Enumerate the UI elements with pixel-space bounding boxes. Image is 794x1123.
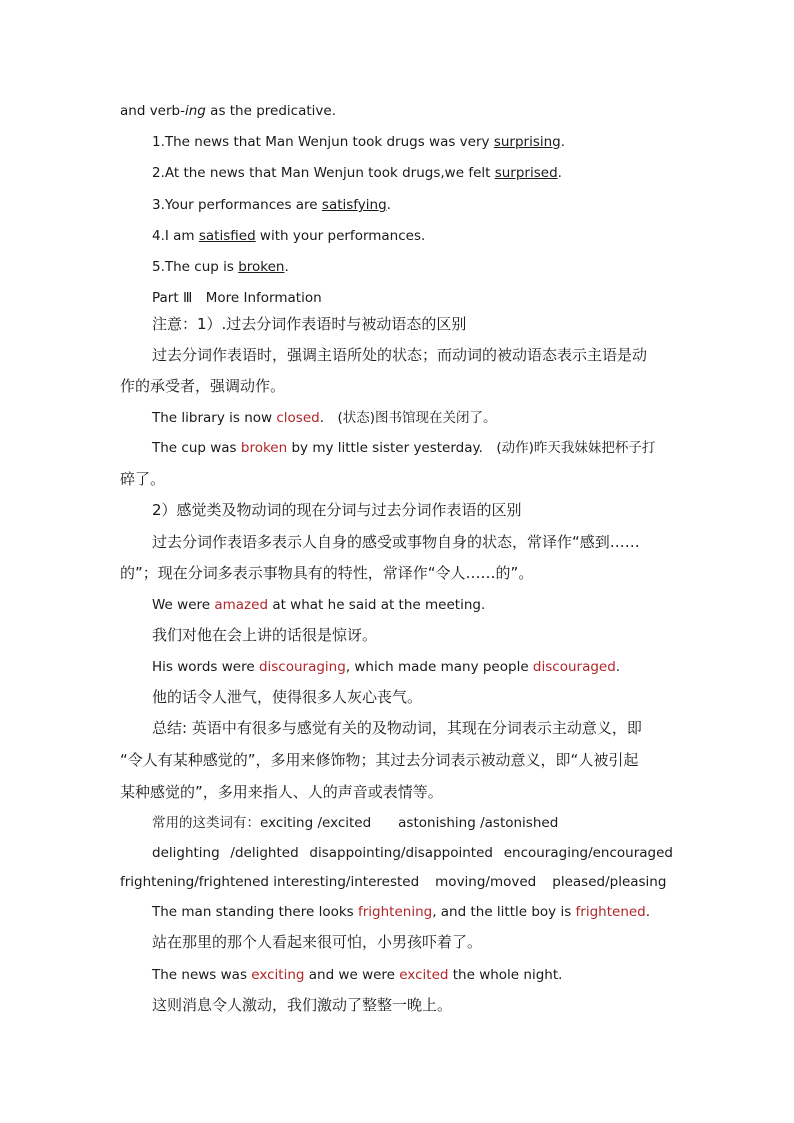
- discouraging-translation: 他的话令人泄气，使得很多人灰心丧气。: [152, 688, 423, 706]
- summary-2: “令人有某种感觉的”，多用来修饰物；其过去分词表示被动意义，即“人被引起: [120, 751, 639, 769]
- paragraph-2a: 过去分词作表语多表示人自身的感受或事物自身的状态，常译作“感到……: [152, 533, 640, 551]
- summary-3: 某种感觉的”，多用来指人、人的声音或表情等。: [120, 783, 443, 801]
- amazed-example: We were amazed at what he said at the meeting.: [152, 597, 486, 613]
- example-5: 5.The cup is broken.: [152, 259, 289, 275]
- common-words: 常用的这类词有：exciting /excited astonishing /astonished: [152, 815, 559, 831]
- paragraph-1a: 过去分词作表语时，强调主语所处的状态；而动词的被动语态表示主语是动: [152, 346, 648, 364]
- word-list-2: frightening/frightened interesting/interested moving/moved pleased/pleasing: [120, 874, 667, 890]
- summary-1: 总结: 英语中有很多与感觉有关的及物动词，其现在分词表示主动意义，即: [152, 719, 642, 737]
- example-3: 3.Your performances are satisfying.: [152, 197, 391, 213]
- cup-example-cont: 碎了。: [120, 470, 166, 488]
- cup-example: The cup was broken by my little sister yesterday. (动作)昨天我妹妹把杯子打: [152, 440, 656, 456]
- note-1: 注意：1）.过去分词作表语时与被动语态的区别: [152, 315, 467, 333]
- example-4: 4.I am satisfied with your performances.: [152, 228, 426, 244]
- exciting-translation: 这则消息令人激动，我们激动了整整一晚上。: [152, 996, 453, 1014]
- note-2: 2）感觉类及物动词的现在分词与过去分词作表语的区别: [152, 501, 522, 519]
- exciting-example: The news was exciting and we were excited the whole night.: [152, 967, 563, 983]
- amazed-translation: 我们对他在会上讲的话很是惊讶。: [152, 626, 378, 644]
- paragraph-1b: 作的承受者，强调动作。: [120, 377, 286, 395]
- paragraph-2b: 的”；现在分词多表示事物具有的特性，常译作“令人……的”。: [120, 564, 534, 582]
- frightening-example: The man standing there looks frightening, and the little boy is frightened.: [152, 904, 651, 920]
- frightening-translation: 站在那里的那个人看起来很可怕，小男孩吓着了。: [152, 933, 483, 951]
- discouraging-example: His words were discouraging, which made many people discouraged.: [152, 659, 621, 675]
- example-1: 1.The news that Man Wenjun took drugs was very surprising.: [152, 134, 566, 150]
- section-heading: Part Ⅲ More Information: [152, 290, 322, 306]
- example-2: 2.At the news that Man Wenjun took drugs,we felt surprised.: [152, 165, 562, 181]
- word-list-1: delighting /delighted disappointing/disappointed encouraging/encouraged: [152, 845, 673, 861]
- intro-line: and verb-ing as the predicative.: [120, 103, 336, 119]
- library-example: The library is now closed. (状态)图书馆现在关闭了。: [152, 410, 497, 426]
